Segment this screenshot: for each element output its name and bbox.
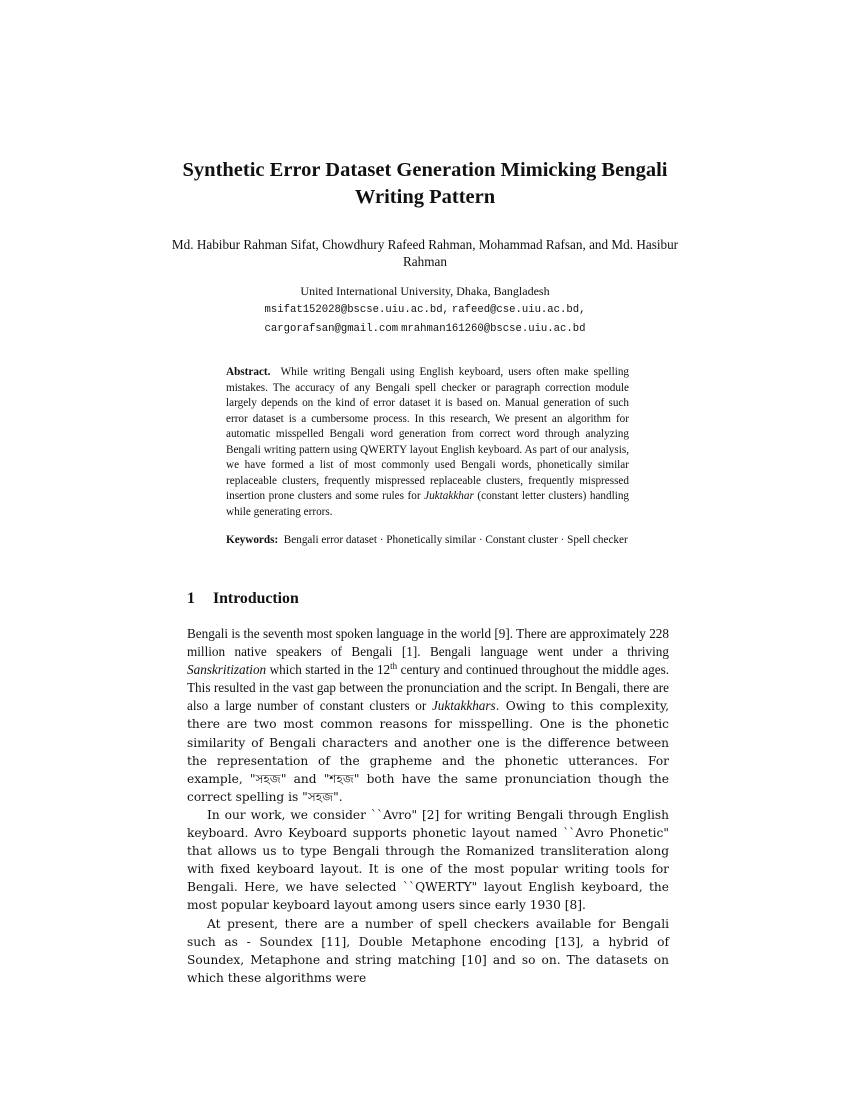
term-sanskritization: Sanskritization: [187, 662, 267, 678]
email-link-sifat[interactable]: msifat152028@bscse.uiu.ac.bd,: [264, 304, 449, 316]
abstract: [226, 365, 629, 520]
keywords: [226, 533, 629, 549]
intro-p1-text-a: Bengali is the seventh most spoken language in the world [9]. There are approximately 228 million native speakers of Bengali [1]. Bengali language went under a thriving: [187, 626, 669, 660]
section-number: 1: [187, 590, 195, 607]
email-link-rafeed[interactable]: rafeed@cse.uiu.ac.bd,: [451, 304, 586, 316]
email-line-2: [150, 319, 700, 338]
term-juktakkhars: Juktakkhars: [431, 698, 496, 714]
affiliation-block: [150, 283, 700, 338]
paper-title: Synthetic Error Dataset Generation Mimicking Bengali Writing Pattern: [182, 159, 668, 208]
intro-paragraph-3: At present, there are a number of spell checkers available for Bengali such as - Soundex [11], Double Metaphone encoding [13], a hybrid of Soundex, Metaphone and string matching [10] and so on. The datasets on which these algorithms were: [187, 916, 669, 985]
email-link-rafsan[interactable]: cargorafsan@gmail.com: [264, 323, 399, 335]
email-line-1: [150, 300, 700, 319]
abstract-text-end: (constant letter clusters) handling while generating errors.: [226, 490, 630, 518]
intro-paragraph-2: In our work, we consider ``Avro" [2] for writing Bengali through English keyboard. Avro Keyboard supports phonetic layout named ``Avro Phonetic" that allows us to type Bengali through the Romanized transliteration along with fixed keyboard layout. It is one of the most popular writing tools for Bengali. Here, we have selected ``QWERTY" layout English keyboard, the most popular keyboard layout among users since early 1930 [8].: [187, 807, 669, 913]
affiliation: United International University, Dhaka, Bangladesh: [300, 284, 550, 298]
intro-paragraph-1: [187, 625, 669, 806]
section-title: Introduction: [213, 590, 299, 607]
section-heading-introduction: [187, 590, 299, 608]
introduction-body: [187, 625, 669, 987]
keywords-label: Keywords:: [226, 534, 279, 546]
keywords-text: Bengali error dataset · Phonetically similar · Constant cluster · Spell checker: [283, 534, 628, 546]
intro-p1-text-b: which started in the 12: [269, 662, 391, 678]
abstract-label: Abstract.: [226, 366, 271, 378]
intro-p1-text-d: . Owing to this complexity, there are two most common reasons for misspelling. One is the phonetic similarity of Bengali characters and another one is the difference between the representation of the grapheme and the phonetic utterances. For example, "সহজ" and "শহজ" both have the same pronunciation though the correct spelling is "সহজ".: [187, 699, 670, 804]
email-link-hasibur[interactable]: mrahman161260@bscse.uiu.ac.bd: [401, 323, 586, 335]
author-list: Md. Habibur Rahman Sifat, Chowdhury Rafeed Rahman, Mohammad Rafsan, and Md. Hasibur Rahman: [171, 237, 679, 269]
abstract-text: While writing Bengali using English keyboard, users often make spelling mistakes. The accuracy of any Bengali spell checker or paragraph correction module largely depends on the kind of error dataset it is based on. Manual generation of such error dataset is a cumbersome process. In this research, We present an algorithm for automatic misspelled Bengali word generation from correct word through analyzing Bengali writing pattern using QWERTY layout English keyboard. As part of our analysis, we have formed a list of most commonly used Bengali words, phonetically similar replaceable clusters, frequently mispressed replaceable clusters, frequently mispressed insertion prone clusters and some rules for: [226, 366, 630, 503]
superscript-th: th: [390, 661, 398, 672]
intro-p1-text-c: century and continued throughout the middle ages. This resulted in the vast gap between the pronunciation and the script. In Bengali, there are also a large number of constant clusters or: [187, 662, 670, 714]
abstract-juktakkhar: Juktakkhar: [424, 490, 474, 503]
